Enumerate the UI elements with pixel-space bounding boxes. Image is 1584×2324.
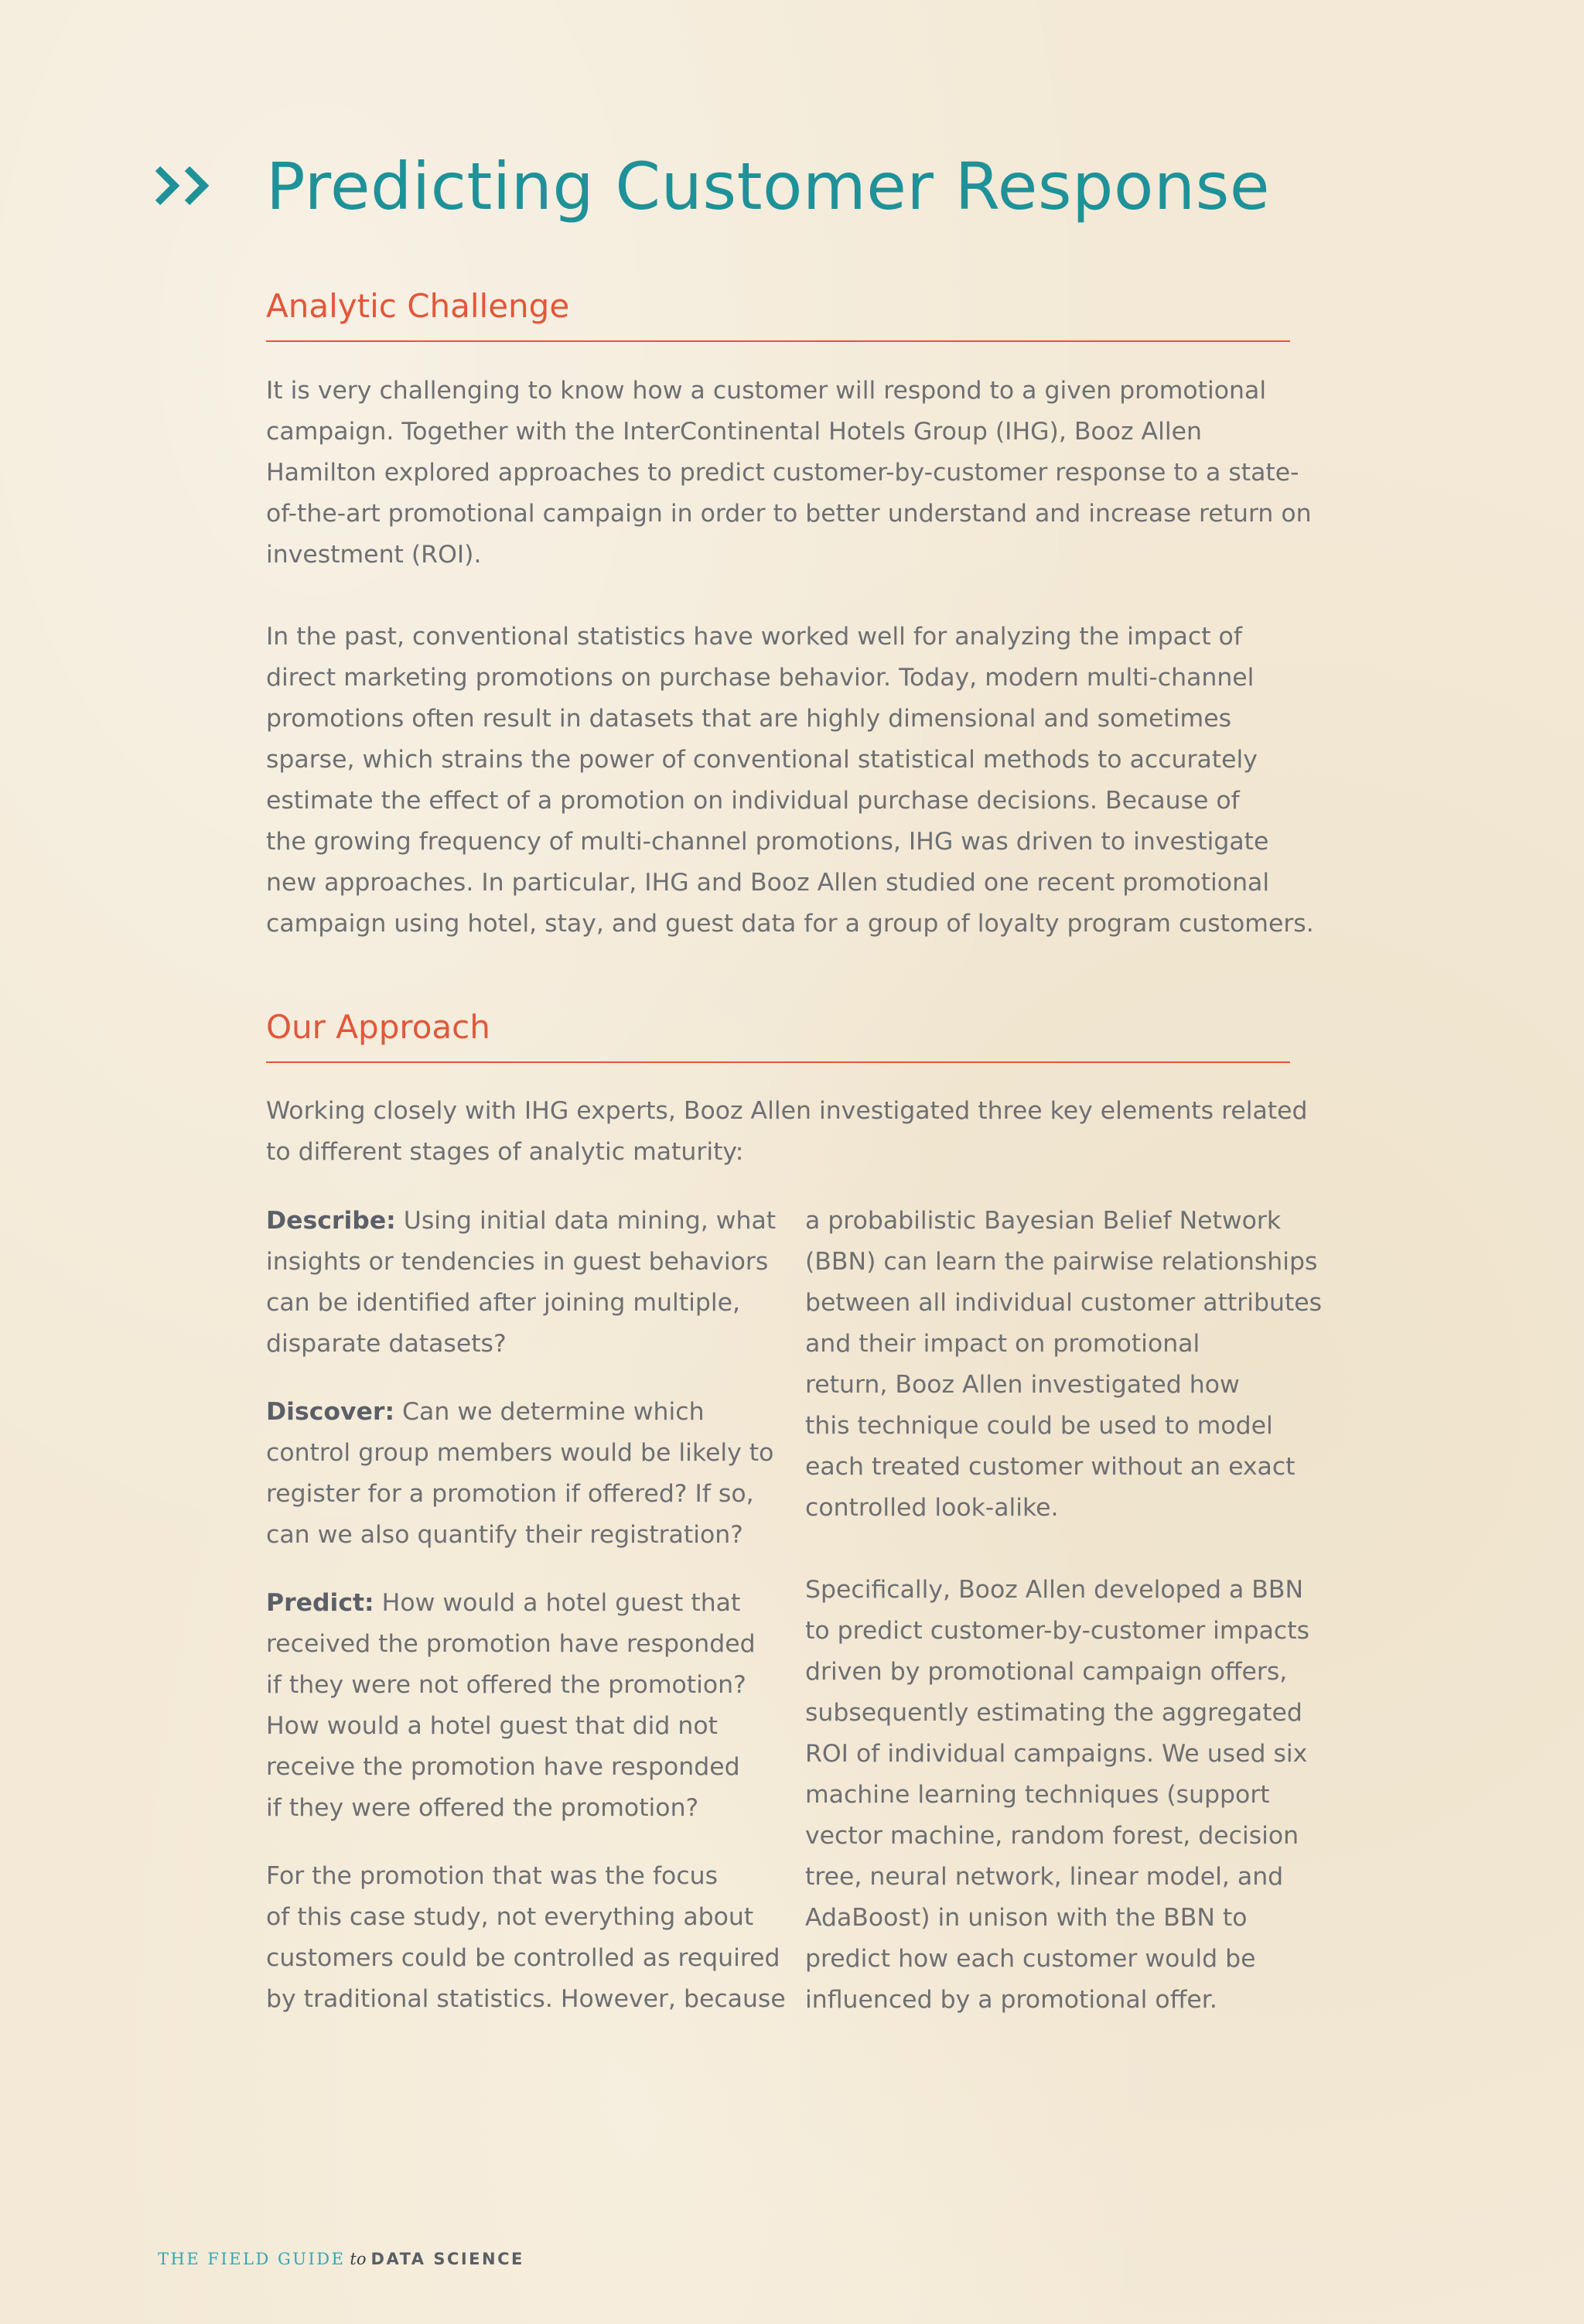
predict-item (266, 1583, 792, 1829)
challenge-paragraph-2: In the past, conventional statistics have worked well for analyzing the impact of direct marketing promotions on purchase behavior. Today, modern multi-channel promotions often result in datasets that are highly dimensional and sometimes sparse, which strains the power of conventional statistical methods to accurately estimate the effect of a promotion on individual purchase decisions. Because of the growing frequency of multi-channel promotions, IHG was driven to investigate new approaches. In particular, IHG and Booz Allen studied one recent promotional campaign using hotel, stay, and guest data for a group of loyalty program customers. (266, 623, 1314, 938)
bbn-paragraph: a probabilistic Bayesian Belief Network (BBN) can learn the pairwise relationships between all individual customer attributes and their impact on promotional return, Booz Allen investigated how this technique could be used to model each treated customer without an exact controlled look-alike. (805, 1207, 1323, 1522)
footer-running-title (158, 2250, 524, 2268)
describe-item (266, 1201, 792, 1365)
predict-text: How would a hotel guest that received the promotion have responded if they were not offered the promotion? How would a hotel guest that did not receive the promotion have responded if they were offered the promotion? (266, 1589, 756, 1822)
predict-label: Predict: (266, 1589, 374, 1617)
describe-text: Using initial data mining, what insights or tendencies in guest behaviors can be identified after joining multiple, disparate datasets? (266, 1207, 777, 1358)
challenge-paragraph-1: It is very challenging to know how a customer will respond to a given promotional campaign. Together with the InterContinental Hotels Group (IHG), Booz Allen Hamilton explored approaches to predict customer-by-customer response to a state- of-the-art promotional campaign in order to better understand and increase return on investment (ROI). (266, 377, 1312, 569)
discover-item (266, 1392, 792, 1556)
analytic-challenge-heading: Analytic Challenge (266, 283, 1290, 342)
double-chevron-right-icon (152, 162, 221, 209)
footer-to-text: to (350, 2250, 367, 2268)
left-closing-paragraph: For the promotion that was the focus of this case study, not everything about customers could be controlled as required by traditional statistics. However, because (266, 1862, 786, 2013)
footer-guide-text: THE FIELD GUIDE (158, 2250, 346, 2268)
page-title: Predicting Customer Response (266, 149, 1271, 224)
our-approach-heading: Our Approach (266, 1004, 1290, 1063)
methods-paragraph: Specifically, Booz Allen developed a BBN to predict customer-by-customer impacts driven by promotional campaign offers, subsequently estimating the aggregated ROI of individual campaigns. We used six machine learning techniques (support vector machine, random forest, decision tree, neural network, linear model, and AdaBoost) in unison with the BBN to predict how each customer would be influenced by a promotional offer. (805, 1576, 1309, 2014)
approach-left-column (266, 1201, 792, 2047)
discover-label: Discover: (266, 1398, 395, 1426)
footer-data-science-text: DATA SCIENCE (370, 2250, 524, 2268)
describe-label: Describe: (266, 1207, 396, 1235)
discover-text: Can we determine which control group members would be likely to register for a promotion if offered? If so, can we also quantify their registration? (266, 1398, 774, 1549)
approach-right-column (805, 1201, 1331, 2062)
approach-intro: Working closely with IHG experts, Booz Allen investigated three key elements related to different stages of analytic maturity: (266, 1097, 1308, 1166)
